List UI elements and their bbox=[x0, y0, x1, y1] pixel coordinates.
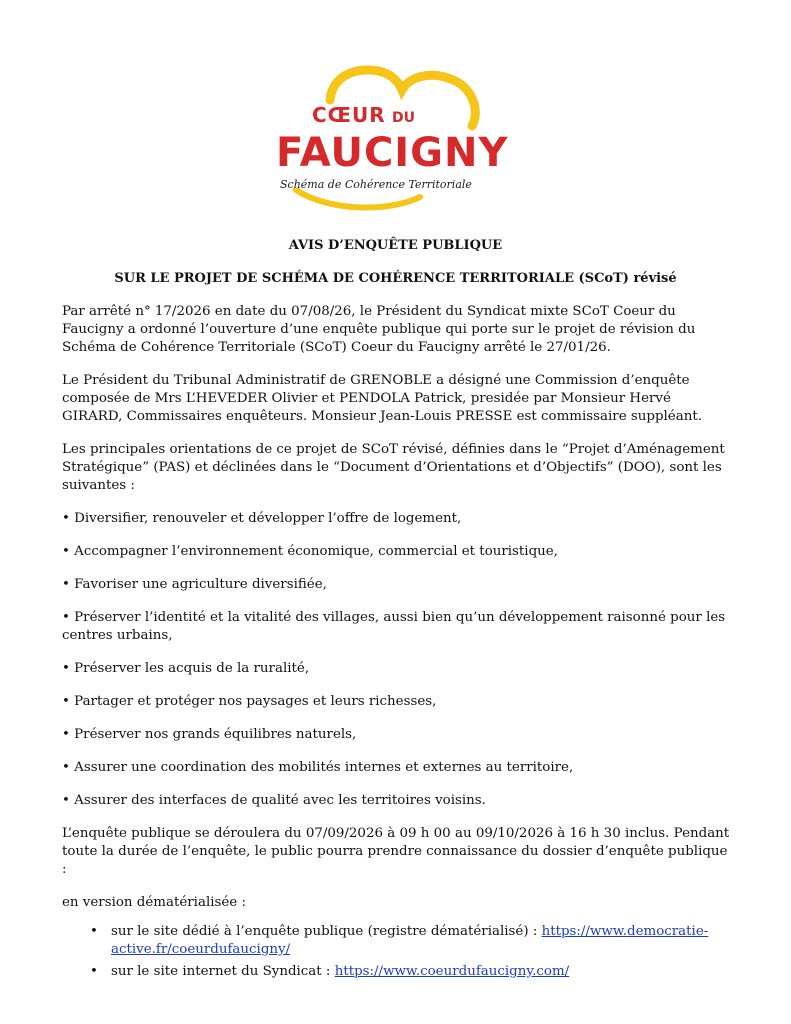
orientation-item: • Préserver nos grands équilibres naturels, bbox=[62, 727, 357, 742]
online-access-label: sur le site internet du Syndicat : bbox=[111, 964, 335, 979]
svg-text:Schéma de Cohérence Territoria: Schéma de Cohérence Territoriale bbox=[280, 178, 472, 191]
online-access-item bbox=[90, 963, 734, 981]
orientation-item: • Favoriser une agriculture diversifiée, bbox=[62, 577, 327, 592]
paragraph-dates: L’enquête publique se déroulera du 07/09/2026 à 09 h 00 au 09/10/2026 à 16 h 30 inclus. Pendant toute la durée de l’enquête, le public pourra prendre connaissance du dossier d’enquête publique : bbox=[62, 826, 730, 877]
notice-subtitle: SUR LE PROJET DE SCHÉMA DE COHÉRENCE TERRITORIALE (SCoT) révisé bbox=[114, 271, 677, 286]
bullet-glyph: • bbox=[90, 964, 98, 979]
bullet-glyph: • bbox=[90, 924, 98, 939]
democratie-active-link[interactable]: https://www.democratie-active.fr/coeurdufaucigny/ bbox=[111, 924, 709, 957]
online-access-label: sur le site dédié à l’enquête publique (registre dématérialisé) : bbox=[111, 924, 542, 939]
syndicat-website-link[interactable]: https://www.coeurdufaucigny.com/ bbox=[334, 964, 570, 979]
svg-text:FAUCIGNY: FAUCIGNY bbox=[276, 130, 509, 176]
paragraph-commission: Le Président du Tribunal Administratif de GRENOBLE a désigné une Commission d’enquête composée de Mrs L’HEVEDER Olivier et PENDOLA Patrick, presidée par Monsieur Hervé GIRARD, Commissaires enquêteurs. Monsieur Jean-Louis PRESSE est commissaire suppléant. bbox=[62, 373, 702, 424]
coeur-du-faucigny-logo bbox=[270, 62, 522, 212]
paragraph-orientations-intro: Les principales orientations de ce projet de SCoT révisé, définies dans le “Projet d’Aménagement Stratégique” (PAS) et déclinées dans le “Document d’Orientations et d’Objectifs” (DOO), sont les suivantes : bbox=[62, 442, 725, 493]
svg-text:CŒUR: CŒUR bbox=[312, 103, 386, 127]
orientation-item: • Assurer une coordination des mobilités internes et externes au territoire, bbox=[62, 760, 574, 775]
orientation-item: • Partager et protéger nos paysages et leurs richesses, bbox=[62, 694, 437, 709]
svg-text:DU: DU bbox=[392, 110, 415, 126]
orientation-item: • Préserver les acquis de la ruralité, bbox=[62, 661, 310, 676]
notice-body bbox=[62, 303, 734, 985]
orientation-item: • Accompagner l’environnement économique, commercial et touristique, bbox=[62, 544, 558, 559]
orientation-item: • Préserver l’identité et la vitalité des villages, aussi bien qu’un développement raisonné pour les centres urbains, bbox=[62, 610, 726, 643]
paragraph-online-intro: en version dématérialisée : bbox=[62, 895, 246, 910]
online-access-list bbox=[62, 923, 734, 981]
notice-title: AVIS D’ENQUÊTE PUBLIQUE bbox=[288, 238, 503, 253]
paragraph-arrete: Par arrêté n° 17/2026 en date du 07/08/26, le Président du Syndicat mixte SCoT Coeur du Faucigny a ordonné l’ouverture d’une enquête publique qui porte sur le projet de révision du Schéma de Cohérence Territoriale (SCoT) Coeur du Faucigny arrêté le 27/01/26. bbox=[62, 304, 696, 355]
orientation-item: • Assurer des interfaces de qualité avec les territoires voisins. bbox=[62, 793, 486, 808]
orientation-item: • Diversifier, renouveler et développer l’offre de logement, bbox=[62, 511, 462, 526]
online-access-item bbox=[90, 923, 734, 959]
